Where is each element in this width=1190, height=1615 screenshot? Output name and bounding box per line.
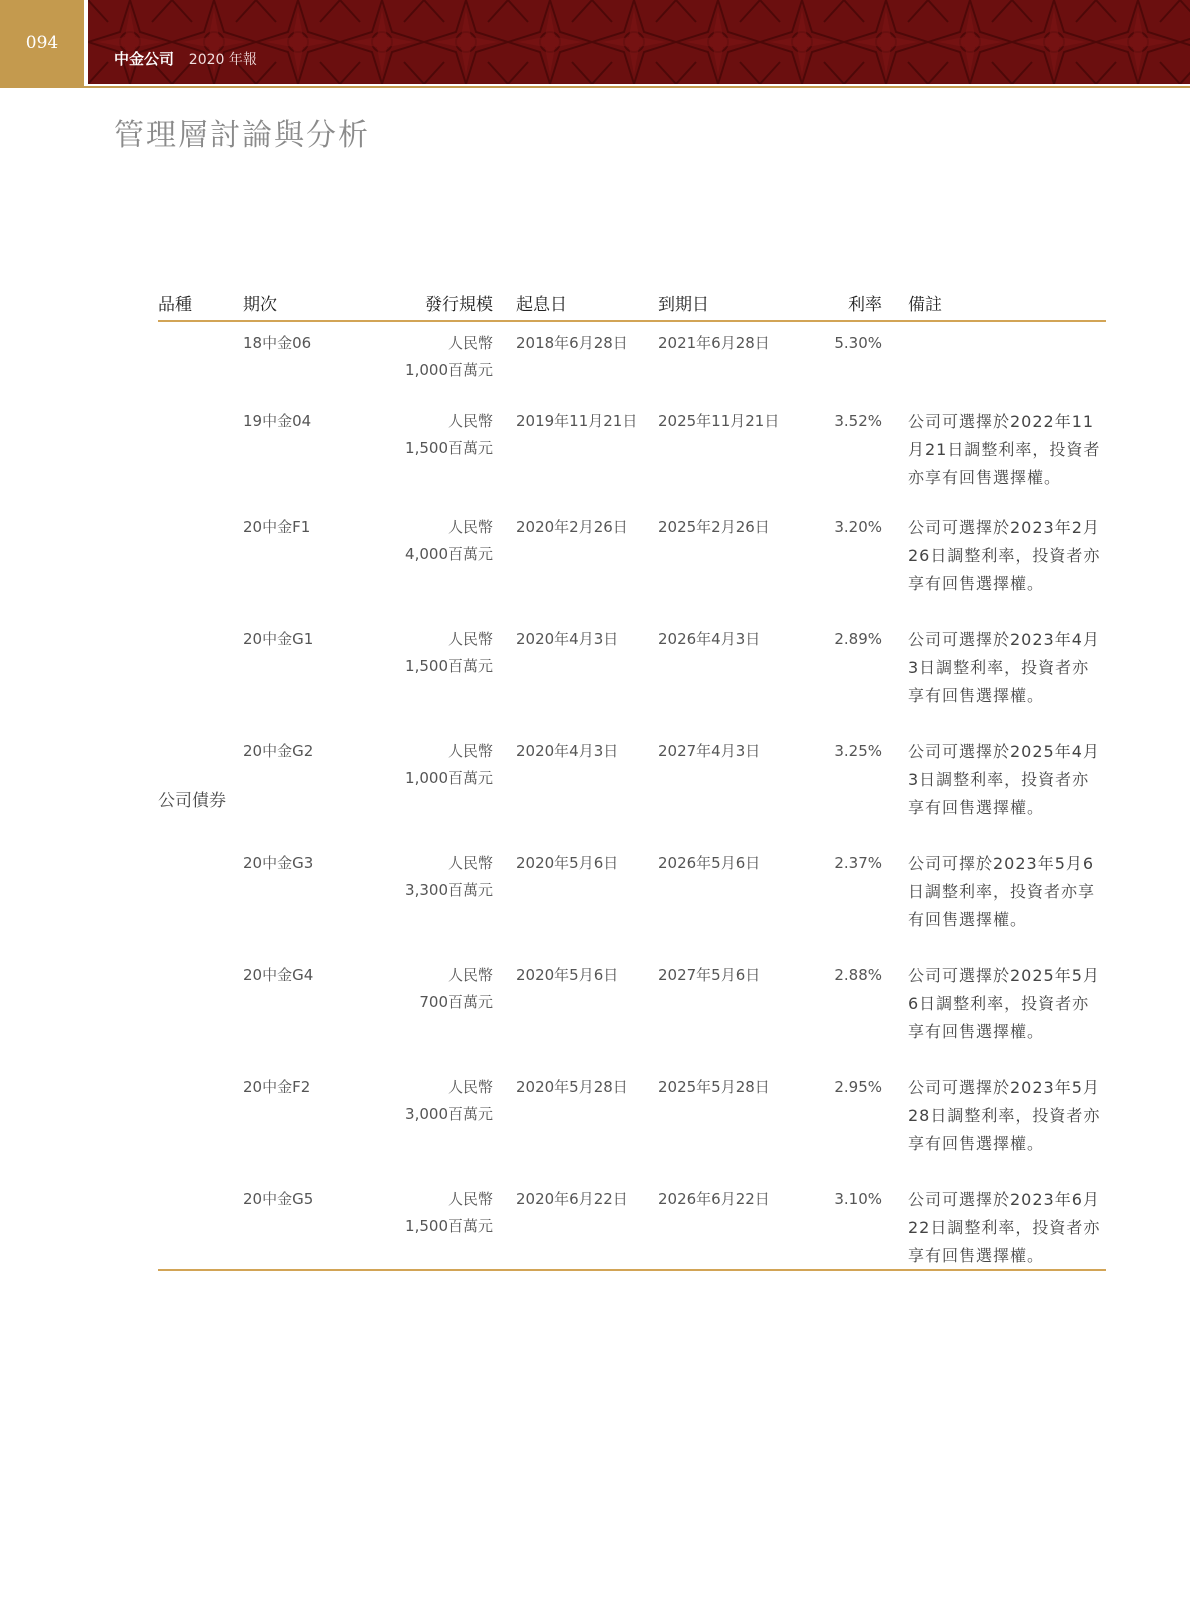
rate-cell: 2.88% bbox=[834, 966, 882, 984]
scale-currency-cell: 人民幣 bbox=[447, 1078, 493, 1096]
maturity-date-cell: 2027年4月3日 bbox=[658, 742, 761, 760]
header-rule bbox=[0, 86, 1190, 88]
header-banner bbox=[88, 0, 1190, 84]
table-header bbox=[158, 286, 1106, 322]
remark-cell: 公司可選擇於2022年11月21日調整利率，投資者亦享有回售選擇權。 bbox=[908, 412, 1101, 487]
maturity-date-cell: 2021年6月28日 bbox=[658, 334, 770, 352]
remark-cell: 公司可選擇於2023年2月26日調整利率，投資者亦享有回售選擇權。 bbox=[908, 518, 1101, 593]
col-rate: 利率 bbox=[848, 295, 882, 315]
rate-cell: 3.25% bbox=[834, 742, 882, 760]
col-start-date: 起息日 bbox=[516, 295, 567, 315]
remark-cell: 公司可擇於2023年5月6日調整利率，投資者亦享有回售選擇權。 bbox=[908, 854, 1096, 929]
remark-cell: 公司可選擇於2025年5月6日調整利率，投資者亦享有回售選擇權。 bbox=[908, 966, 1100, 1041]
report-title: 2020 年報 bbox=[188, 52, 257, 68]
col-category: 品種 bbox=[158, 295, 192, 315]
series-cell: 19中金04 bbox=[243, 412, 312, 430]
series-cell: 20中金G2 bbox=[243, 742, 314, 760]
start-date-cell: 2020年6月22日 bbox=[516, 1190, 628, 1208]
maturity-date-cell: 2025年11月21日 bbox=[658, 412, 780, 430]
scale-currency-cell: 人民幣 bbox=[447, 1190, 493, 1208]
rate-cell: 3.10% bbox=[834, 1190, 882, 1208]
scale-currency-cell: 人民幣 bbox=[447, 412, 493, 430]
scale-amount-cell: 1,000百萬元 bbox=[405, 361, 493, 379]
scale-amount-cell: 1,500百萬元 bbox=[405, 1217, 493, 1235]
rate-cell: 2.95% bbox=[834, 1078, 882, 1096]
decorative-pattern bbox=[88, 0, 1190, 84]
series-cell: 20中金G5 bbox=[243, 1190, 314, 1208]
scale-amount-cell: 1,500百萬元 bbox=[405, 439, 493, 457]
scale-amount-cell: 3,000百萬元 bbox=[405, 1105, 493, 1123]
col-scale: 發行規模 bbox=[425, 295, 493, 315]
series-cell: 20中金F1 bbox=[243, 518, 311, 536]
company-name: 中金公司 bbox=[114, 50, 175, 68]
start-date-cell: 2020年5月6日 bbox=[516, 966, 619, 984]
rate-cell: 2.37% bbox=[834, 854, 882, 872]
category-label: 公司債券 bbox=[158, 791, 226, 811]
page-header bbox=[0, 0, 1190, 88]
bond-table bbox=[158, 286, 1106, 1271]
start-date-cell: 2020年5月28日 bbox=[516, 1078, 628, 1096]
rate-cell: 2.89% bbox=[834, 630, 882, 648]
maturity-date-cell: 2025年2月26日 bbox=[658, 518, 770, 536]
scale-currency-cell: 人民幣 bbox=[447, 966, 493, 984]
col-maturity-date: 到期日 bbox=[658, 295, 709, 315]
page-number: 094 bbox=[0, 0, 84, 86]
scale-currency-cell: 人民幣 bbox=[447, 334, 493, 352]
start-date-cell: 2019年11月21日 bbox=[516, 412, 638, 430]
table-body bbox=[158, 322, 1106, 1271]
maturity-date-cell: 2026年5月6日 bbox=[658, 854, 761, 872]
start-date-cell: 2020年4月3日 bbox=[516, 630, 619, 648]
scale-amount-cell: 1,000百萬元 bbox=[405, 769, 493, 787]
scale-amount-cell: 700百萬元 bbox=[419, 993, 493, 1011]
scale-currency-cell: 人民幣 bbox=[447, 742, 493, 760]
maturity-date-cell: 2026年6月22日 bbox=[658, 1190, 770, 1208]
scale-currency-cell: 人民幣 bbox=[447, 854, 493, 872]
scale-amount-cell: 1,500百萬元 bbox=[405, 657, 493, 675]
series-cell: 20中金G3 bbox=[243, 854, 314, 872]
series-cell: 18中金06 bbox=[243, 334, 312, 352]
scale-amount-cell: 4,000百萬元 bbox=[405, 545, 493, 563]
maturity-date-cell: 2025年5月28日 bbox=[658, 1078, 770, 1096]
series-cell: 20中金G4 bbox=[243, 966, 314, 984]
maturity-date-cell: 2027年5月6日 bbox=[658, 966, 761, 984]
remark-cell: 公司可選擇於2023年5月28日調整利率，投資者亦享有回售選擇權。 bbox=[908, 1078, 1101, 1153]
remark-cell: 公司可選擇於2023年6月22日調整利率，投資者亦享有回售選擇權。 bbox=[908, 1190, 1101, 1265]
col-series: 期次 bbox=[243, 295, 277, 315]
start-date-cell: 2020年2月26日 bbox=[516, 518, 628, 536]
series-cell: 20中金G1 bbox=[243, 630, 314, 648]
remark-cell: 公司可選擇於2023年4月3日調整利率，投資者亦享有回售選擇權。 bbox=[908, 630, 1100, 705]
remark-cell: 公司可選擇於2025年4月3日調整利率，投資者亦享有回售選擇權。 bbox=[908, 742, 1100, 817]
scale-amount-cell: 3,300百萬元 bbox=[405, 881, 493, 899]
series-cell: 20中金F2 bbox=[243, 1078, 311, 1096]
scale-currency-cell: 人民幣 bbox=[447, 518, 493, 536]
rate-cell: 3.20% bbox=[834, 518, 882, 536]
scale-currency-cell: 人民幣 bbox=[447, 630, 493, 648]
rate-cell: 3.52% bbox=[834, 412, 882, 430]
rate-cell: 5.30% bbox=[834, 334, 882, 352]
start-date-cell: 2020年4月3日 bbox=[516, 742, 619, 760]
start-date-cell: 2020年5月6日 bbox=[516, 854, 619, 872]
start-date-cell: 2018年6月28日 bbox=[516, 334, 628, 352]
col-remark: 備註 bbox=[908, 295, 942, 315]
section-title: 管理層討論與分析 bbox=[114, 118, 370, 153]
maturity-date-cell: 2026年4月3日 bbox=[658, 630, 761, 648]
